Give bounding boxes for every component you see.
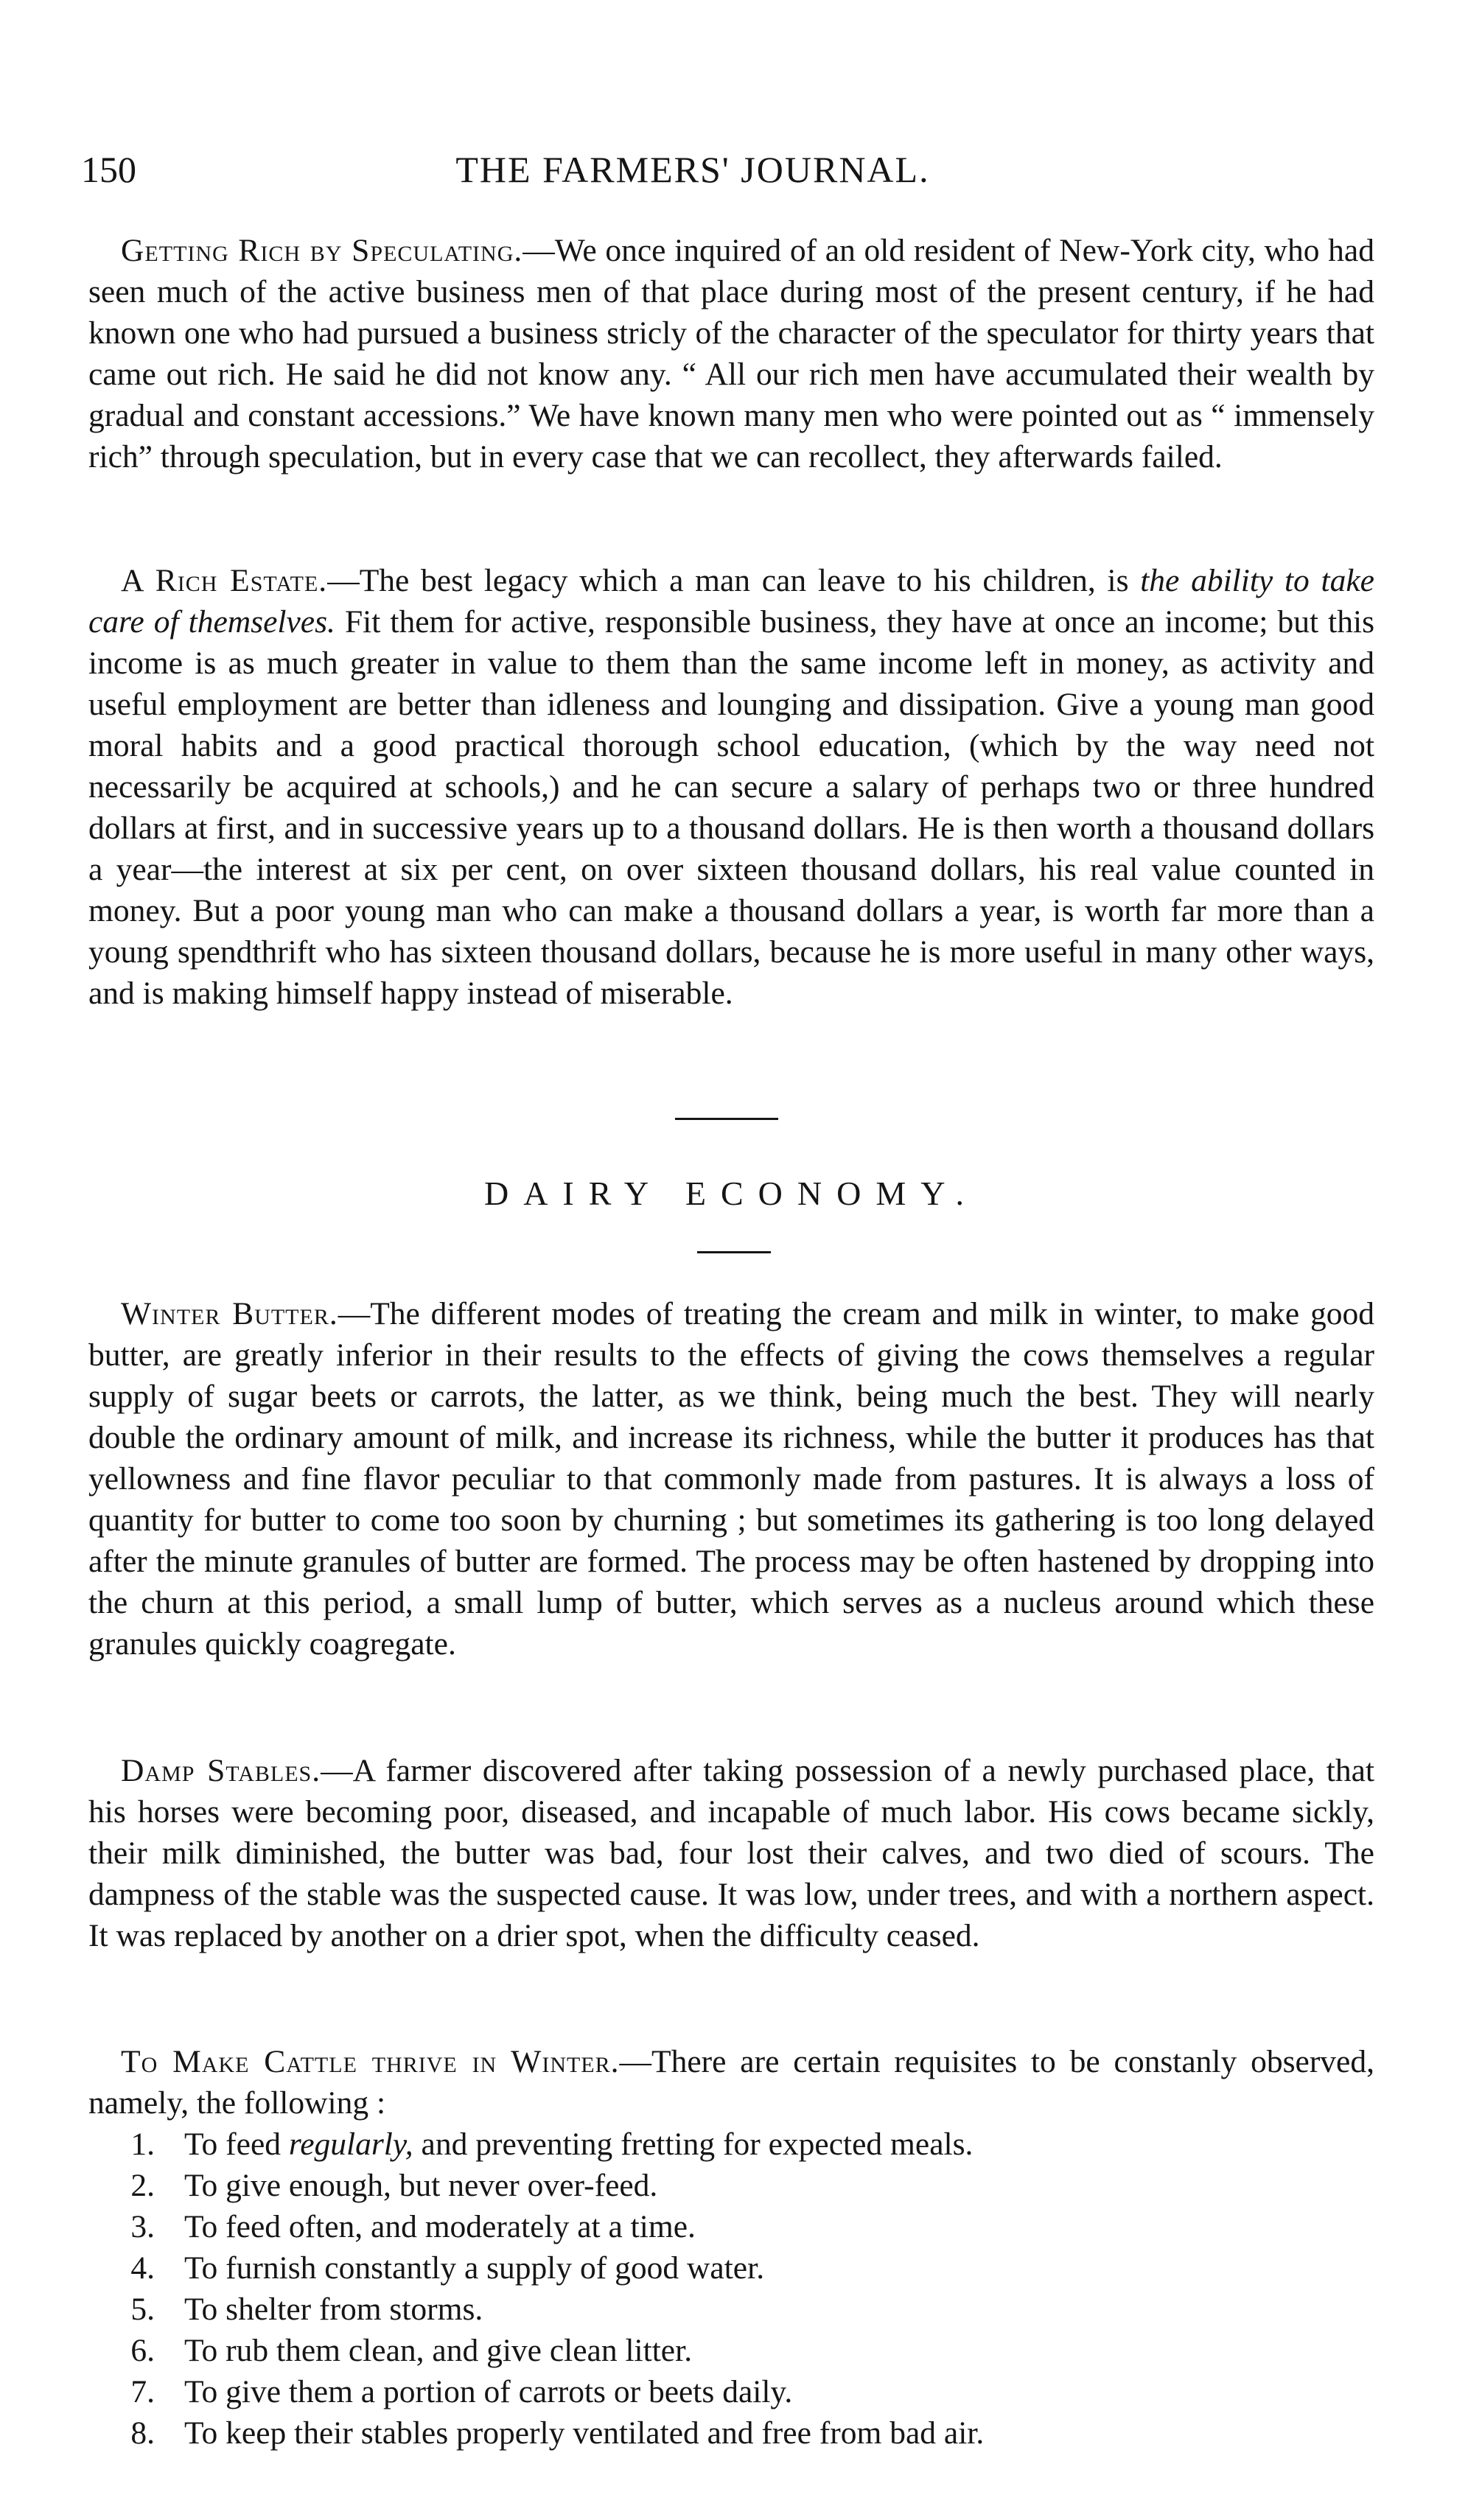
list-text: To give them a portion of carrots or beets daily. — [184, 2374, 793, 2409]
article-heading: Getting Rich by Speculating. — [121, 233, 523, 268]
article-body: —There are certain requisites to be constanly observed, namely, the following : — [88, 2044, 1374, 2121]
page-number: 150 — [81, 149, 136, 190]
article-paragraph — [88, 1293, 1374, 1665]
list-emphasis: regularly, — [288, 2127, 413, 2162]
list-number: 2. — [130, 2168, 155, 2203]
article-paragraph — [88, 230, 1374, 477]
article-body: —We once inquired of an old resident of New-York city, who had seen much of the active business men of that place during most of the present century, if he had known one who had pursued a business stricly of the character of the speculator for thirty years that came out rich. He said he did not know any. “ All our rich men have accumulated their wealth by gradual and constant accessions.” We have known many men who were pointed out as “ immensely rich” through speculation, but in every case that we can recollect, they afterwards failed. — [88, 233, 1374, 475]
list-text: To furnish constantly a supply of good water. — [184, 2250, 765, 2286]
list-item — [88, 2165, 1374, 2206]
list-text: To rub them clean, and give clean litter. — [184, 2333, 693, 2368]
journal-title: THE FARMERS' JOURNAL. — [455, 149, 930, 190]
list-item — [88, 2289, 1374, 2330]
list-number: 6. — [130, 2333, 155, 2368]
list-number: 1. — [130, 2127, 155, 2162]
article-cattle-winter — [88, 2041, 1374, 2454]
article-body-continued: Fit them for active, responsible business, they have at once an income; but this income is as much greater in value to them than the same income left in money, as activity and useful employment are better than idleness and lounging and dissipation. Give a young man good moral habits and a good practical thorough school education, (which by the way need not necessarily be acquired at schools,) and he can secure a salary of perhaps two or three hundred dollars at first, and in successive years up to a thousand dollars. He is then worth a thousand dollars a year—the interest at six per cent, on over sixteen thousand dollars, his real value counted in money. But a poor young man who can make a thousand dollars a year, is worth far more than a young spendthrift who has sixteen thousand dollars, because he is more useful in many other ways, and is making himself happy instead of miserable. — [88, 604, 1374, 1011]
article-rich-estate — [88, 560, 1374, 1014]
list-number: 8. — [130, 2415, 155, 2451]
list-text: To shelter from storms. — [184, 2292, 483, 2327]
list-item — [88, 2124, 1374, 2165]
list-item — [88, 2330, 1374, 2371]
list-item — [88, 2206, 1374, 2247]
list-text: To feed regularly, and preventing fretting for expected meals. — [184, 2127, 974, 2162]
article-damp-stables — [88, 1750, 1374, 1956]
page-header — [81, 144, 1304, 195]
list-number: 5. — [130, 2292, 155, 2327]
section-title: DAIRY ECONOMY. — [483, 1175, 979, 1212]
article-body: —The different modes of treating the cream and milk in winter, to make good butter, are greatly inferior in their results to the effects of giving the cows themselves a regular supply of sugar beets or carrots, the latter, as we think, being much the best. They will nearly double the ordinary amount of milk, and increase its richness, while the butter it produces has that yellowness and fine flavor peculiar to that commonly made from pastures. It is always a loss of quantity for butter to come too soon by churning ; but sometimes its gathering is too long delayed after the minute granules of butter are formed. The process may be often hastened by dropping into the churn at this period, a small lump of butter, which serves as a nucleus around which these granules quickly coagregate. — [88, 1296, 1374, 1662]
article-heading: To Make Cattle thrive in Winter. — [121, 2044, 620, 2079]
article-heading: Winter Butter. — [121, 1296, 338, 1331]
list-text: To keep their stables properly ventilated and free from bad air. — [184, 2415, 985, 2451]
list-item — [88, 2412, 1374, 2454]
article-paragraph — [88, 2041, 1374, 2124]
article-winter-butter — [88, 1293, 1374, 1665]
section-divider-top — [675, 1118, 778, 1120]
article-body: —A farmer discovered after taking possession of a newly purchased place, that his horses were becoming poor, diseased, and incapable of much labor. His cows became sickly, their milk diminished, the butter was bad, four lost their calves, and two died of scours. The dampness of the stable was the suspected cause. It was low, under trees, and with a northern aspect. It was replaced by another on a drier spot, when the difficulty ceased. — [88, 1753, 1374, 1953]
list-text: To give enough, but never over-feed. — [184, 2168, 658, 2203]
list-number: 4. — [130, 2250, 155, 2286]
article-heading: Damp Stables. — [121, 1753, 321, 1788]
article-body: —The best legacy which a man can leave to his children, is — [327, 563, 1141, 598]
list-number: 3. — [130, 2209, 155, 2244]
article-paragraph — [88, 1750, 1374, 1956]
article-getting-rich — [88, 230, 1374, 477]
requisites-list — [88, 2124, 1374, 2454]
article-paragraph — [88, 560, 1374, 1014]
list-item — [88, 2371, 1374, 2412]
section-divider-bottom — [697, 1251, 771, 1253]
list-text: To feed often, and moderately at a time. — [184, 2209, 696, 2244]
list-item — [88, 2247, 1374, 2289]
list-number: 7. — [130, 2374, 155, 2409]
article-heading: A Rich Estate. — [121, 563, 328, 598]
article-emphasis: the ability to take care of themselves. — [88, 563, 1374, 640]
